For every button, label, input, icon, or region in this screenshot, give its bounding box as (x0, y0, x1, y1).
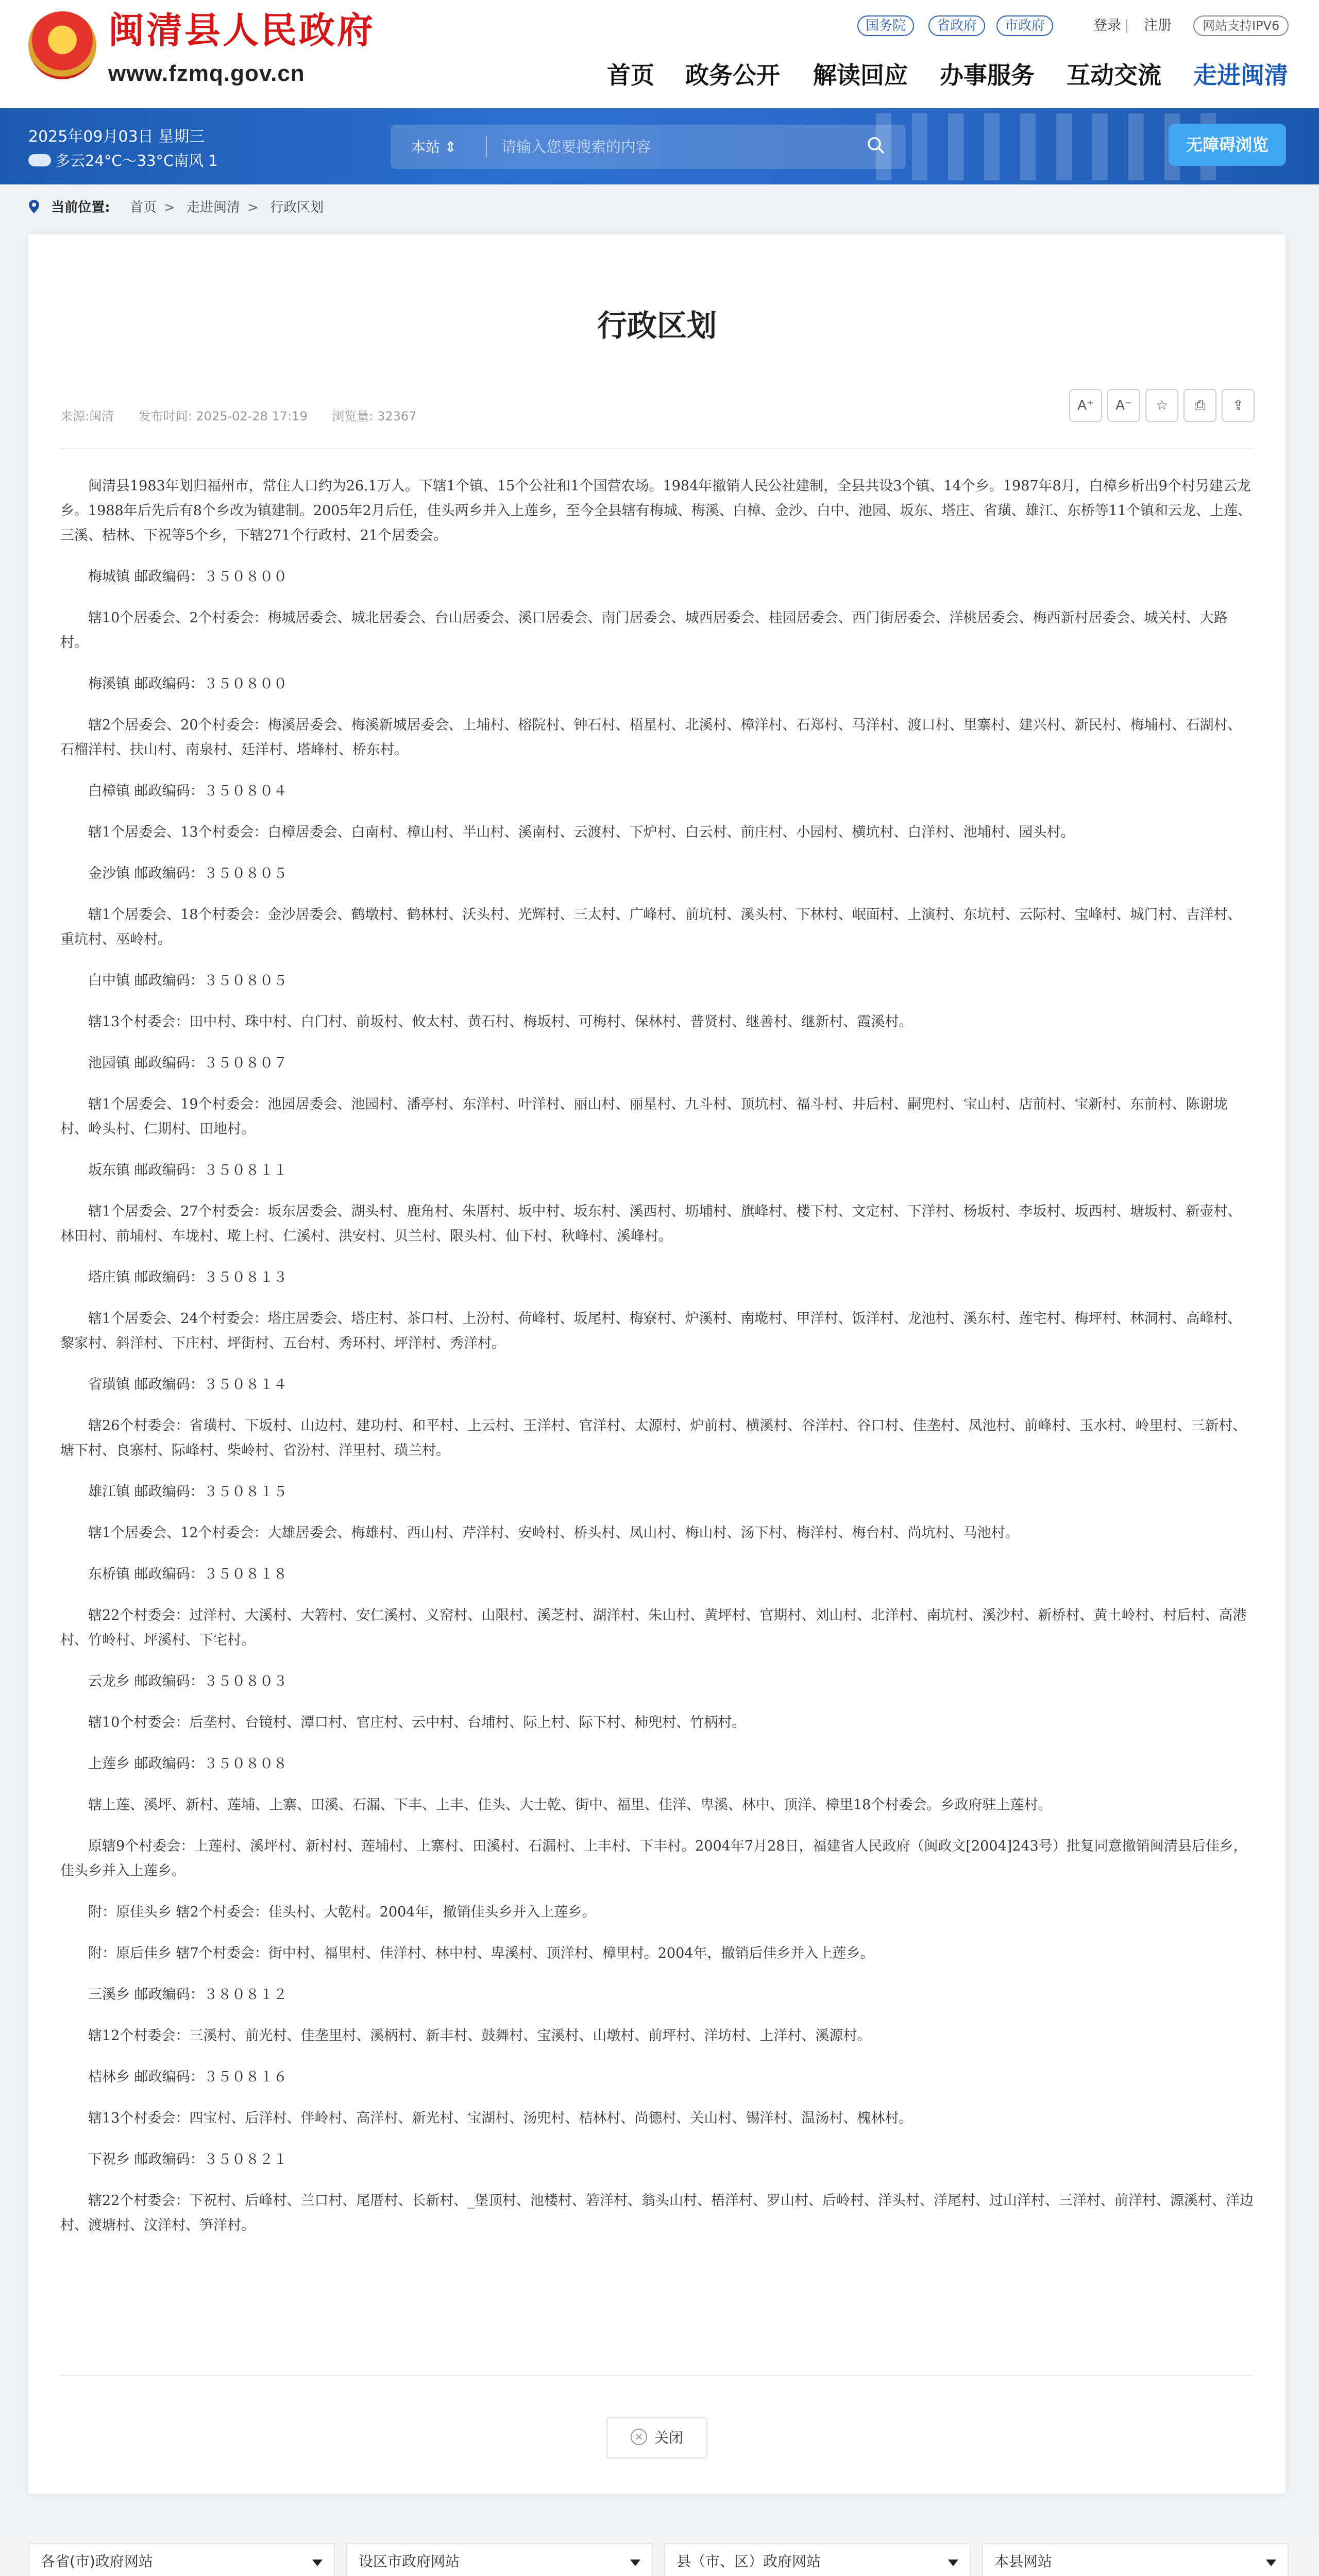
top-link-province[interactable]: 省政府 (928, 15, 985, 36)
caret-down-icon (948, 2560, 958, 2566)
select-county-sites[interactable]: 县（市、区）政府网站 (664, 2543, 971, 2576)
article-paragraph: 闽清县1983年划归福州市，常住人口约为26.1万人。下辖1个镇、15个公社和1个国营农场。1984年撤销人民公社建制，全县共设3个镇、14个乡。1987年8月，白樟乡析出9个村另建云龙乡。1988年后先后有8个乡改为镇建制。2005年2月后任，佳头两乡并入上莲乡，至今全县辖有梅城、梅溪、白樟、金沙、白中、池园、坂东、塔庄、省璜、雄江、东桥等11个镇和云龙、上莲、三溪、桔林、下祝等5个乡，下辖271个行政村、21个居委会。 (60, 478, 1252, 544)
article-paragraph: 辖2个居委会、20个村委会：梅溪居委会、梅溪新城居委会、上埔村、榕院村、钟石村、梧星村、北溪村、樟洋村、石郑村、马洋村、渡口村、里寨村、建兴村、新民村、梅埔村、石湖村、石榴洋村、扶山村、南泉村、廷洋村、塔峰村、桥东村。 (60, 717, 1242, 758)
article-paragraph: 云龙乡 邮政编码：３５０８０３ (88, 1673, 288, 1689)
site-header (0, 0, 1319, 108)
article-paragraph: 附：原佳头乡 辖2个村委会：佳头村、大乾村。2004年，撤销佳头乡并入上莲乡。 (88, 1904, 596, 1920)
article-paragraph: 三溪乡 邮政编码：３８０８１２ (88, 1987, 288, 2003)
article-paragraph: 下祝乡 邮政编码：３５０８２１ (88, 2151, 288, 2167)
article-paragraph: 梅城镇 邮政编码：３５０８００ (88, 569, 288, 585)
accessibility-button[interactable]: 无障碍浏览 (1169, 124, 1286, 166)
login-divider: | (1124, 18, 1129, 33)
search-box (391, 125, 906, 169)
article-paragraph: 辖1个居委会、27个村委会：坂东居委会、湖头村、鹿角村、朱厝村、坂中村、坂东村、溪西村、坜埔村、旗峰村、楼下村、文定村、下洋村、杨坂村、李坂村、坂西村、塘坂村、新壶村、林田村、前埔村、车垅村、墘上村、仁溪村、洪安村、贝兰村、限头村、仙下村、秋峰村、溪峰村。 (60, 1204, 1242, 1244)
weather-text: 多云24°C～33°C南风 1 (55, 152, 218, 170)
register-link[interactable]: 注册 (1144, 18, 1172, 33)
article-paragraph: 辖10个居委会、2个村委会：梅城居委会、城北居委会、台山居委会、溪口居委会、南门居委会、城西居委会、桂园居委会、西门街居委会、洋桃居委会、梅西新村居委会、城关村、大路村。 (60, 610, 1228, 651)
article-paragraph: 辖12个村委会：三溪村、前光村、佳垄里村、溪柄村、新丰村、鼓舞村、宝溪村、山墩村、前坪村、洋坊村、上洋村、溪源村。 (88, 2028, 871, 2044)
caret-down-icon (312, 2560, 323, 2566)
article-paragraph: 附：原后佳乡 辖7个村委会：街中村、福里村、佳洋村、林中村、卑溪村、顶洋村、樟里村。2004年，撤销后佳乡并入上莲乡。 (88, 1945, 874, 1961)
sort-arrows-icon: ⇕ (444, 139, 457, 156)
article-card (28, 234, 1286, 2494)
font-decrease-icon[interactable]: A⁻ (1107, 389, 1140, 422)
breadcrumb-about[interactable]: 走进闽清 (187, 200, 241, 215)
article-paragraph: 白中镇 邮政编码：３５０８０５ (88, 973, 288, 989)
search-input[interactable] (501, 132, 852, 162)
article-paragraph: 白樟镇 邮政编码：３５０８０４ (88, 783, 288, 799)
nav-interpretation[interactable]: 解读回应 (813, 61, 908, 89)
article-paragraph: 辖22个村委会：过洋村、大溪村、大箬村、安仁溪村、义窑村、山限村、溪芝村、湖洋村、朱山村、黄坪村、官期村、刘山村、北洋村、南坑村、溪沙村、新桥村、黄土岭村、村后村、高港村、竹岭村、坪溪村、下宅村。 (60, 1607, 1247, 1648)
article-paragraph: 梅溪镇 邮政编码：３５０８００ (88, 676, 288, 692)
article-title: 行政区划 (597, 308, 717, 343)
article-paragraph: 辖13个村委会：田中村、珠中村、白门村、前坂村、攸太村、黄石村、梅坂村、可梅村、保林村、普贤村、继善村、继新村、霞溪村。 (88, 1014, 913, 1030)
font-increase-icon[interactable]: A⁺ (1069, 389, 1102, 422)
select-province-sites[interactable]: 各省(市)政府网站 (28, 2543, 335, 2576)
article-paragraph: 东桥镇 邮政编码：３５０８１８ (88, 1566, 288, 1582)
divider (60, 2375, 1254, 2376)
article-paragraph: 上莲乡 邮政编码：３５０８０８ (88, 1756, 288, 1772)
national-emblem-icon: ★ (28, 11, 96, 79)
article-paragraph: 辖10个村委会：后垄村、台镜村、潭口村、官庄村、云中村、台埔村、际上村、际下村、柿兜村、竹柄村。 (88, 1715, 746, 1731)
article-paragraph: 辖上莲、溪坪、新村、莲埔、上寨、田溪、石漏、下丰、上丰、佳头、大士乾、街中、福里、佳洋、卑溪、林中、顶洋、樟里18个村委会。乡政府驻上莲村。 (88, 1797, 1052, 1813)
location-pin-icon (28, 199, 40, 214)
article-meta (60, 406, 437, 424)
select-local-sites[interactable]: 本县网站 (982, 2543, 1289, 2576)
favorite-icon[interactable]: ☆ (1145, 389, 1178, 422)
article-paragraph: 池园镇 邮政编码：３５０８０７ (88, 1055, 288, 1071)
article-paragraph: 省璜镇 邮政编码：３５０８１４ (88, 1377, 288, 1393)
article-source: 来源:闽清 (60, 409, 114, 423)
article-views: 浏览量: 32367 (332, 409, 417, 423)
article-content (60, 474, 1254, 2255)
article-paragraph: 塔庄镇 邮政编码：３５０８１３ (88, 1269, 288, 1285)
article-publish-time: 发布时间: 2025-02-28 17:19 (138, 409, 308, 423)
ipv6-badge: 网站支持IPV6 (1193, 15, 1289, 36)
cloud-icon (28, 154, 51, 166)
breadcrumb-label: 当前位置: (51, 200, 110, 215)
article-paragraph: 辖22个村委会：下祝村、后峰村、兰口村、尾厝村、长新村、_堡顶村、池楼村、箬洋村、翁头山村、梧洋村、罗山村、后岭村、洋头村、洋尾村、过山洋村、三洋村、前洋村、源溪村、洋边村、渡塘村、汶洋村、笋洋村。 (60, 2193, 1254, 2233)
nav-services[interactable]: 办事服务 (940, 61, 1035, 89)
article-paragraph: 辖13个村委会：四宝村、后洋村、伴岭村、高洋村、新光村、宝湖村、汤兜村、桔林村、尚德村、关山村、锡洋村、温汤村、槐林村。 (88, 2110, 913, 2126)
article-paragraph: 雄江镇 邮政编码：３５０８１５ (88, 1484, 288, 1500)
site-url: www.fzmq.gov.cn (108, 61, 305, 86)
close-icon: ✕ (631, 2429, 647, 2445)
caret-down-icon (1266, 2560, 1276, 2566)
article-paragraph: 原辖9个村委会：上莲村、溪坪村、新村村、莲埔村、上寨村、田溪村、石漏村、上丰村、下丰村。2004年7月28日，福建省人民政府（闽政文[2004]243号）批复同意撤销闽清县后佳乡，佳头乡并入上莲乡。 (60, 1838, 1247, 1879)
site-select-bar (0, 2536, 1319, 2576)
breadcrumb: 当前位置: 首页 > 走进闽清 > 行政区划 (28, 197, 324, 216)
top-link-state-council[interactable]: 国务院 (857, 15, 914, 36)
nav-interaction[interactable]: 互动交流 (1067, 61, 1161, 89)
close-button[interactable]: ✕ 关闭 (606, 2417, 707, 2459)
site-title[interactable]: 闽清县人民政府 (108, 9, 375, 52)
top-link-city[interactable]: 市政府 (996, 15, 1053, 36)
breadcrumb-current[interactable]: 行政区划 (270, 200, 324, 215)
share-icon[interactable]: ⇪ (1222, 389, 1255, 422)
article-paragraph: 桔林乡 邮政编码：３５０８１６ (88, 2069, 288, 2085)
article-paragraph: 辖26个村委会：省璜村、下坂村、山边村、建功村、和平村、上云村、王洋村、官洋村、太源村、炉前村、横溪村、谷洋村、谷口村、佳垄村、凤池村、前峰村、玉水村、岭里村、三新村、塘下村、良寨村、际峰村、柴岭村、省汾村、洋里村、璜兰村。 (60, 1418, 1247, 1459)
article-paragraph: 辖1个居委会、18个村委会：金沙居委会、鹤墩村、鹤林村、沃头村、光辉村、三太村、广峰村、前坑村、溪头村、下林村、岷面村、上演村、东坑村、云际村、宝峰村、城门村、吉洋村、重坑村、巫岭村。 (60, 907, 1242, 947)
select-city-sites[interactable]: 设区市政府网站 (346, 2543, 653, 2576)
print-icon[interactable]: ⎙ (1183, 389, 1216, 422)
breadcrumb-home[interactable]: 首页 (129, 200, 157, 215)
article-paragraph: 辖1个居委会、24个村委会：塔庄居委会、塔庄村、茶口村、上汾村、荷峰村、坂尾村、梅寮村、炉溪村、南墘村、甲洋村、饭洋村、龙池村、溪东村、莲宅村、梅坪村、林洞村、高峰村、黎家村、斜洋村、下庄村、坪街村、五台村、秀环村、坪洋村、秀洋村。 (60, 1311, 1242, 1351)
article-paragraph: 金沙镇 邮政编码：３５０８０５ (88, 866, 288, 882)
article-paragraph: 辖1个居委会、19个村委会：池园居委会、池园村、潘亭村、东洋村、叶洋村、丽山村、丽星村、九斗村、顶坑村、福斗村、井后村、嗣兜村、宝山村、店前村、宝新村、东前村、陈谢垅村、岭头村、仁期村、田地村。 (60, 1096, 1228, 1137)
login-link[interactable]: 登录 (1093, 18, 1121, 33)
divider (60, 448, 1254, 449)
article-paragraph: 辖1个居委会、12个村委会：大雄居委会、梅雄村、西山村、芹洋村、安岭村、桥头村、凤山村、梅山村、汤下村、梅洋村、梅台村、尚坑村、马池村。 (88, 1525, 1019, 1541)
article-paragraph: 坂东镇 邮政编码：３５０８１１ (88, 1162, 288, 1178)
nav-about-minqing[interactable]: 走进闽清 (1193, 61, 1288, 89)
search-icon[interactable] (866, 135, 886, 156)
search-scope-select[interactable]: 本站 ⇕ (411, 139, 457, 156)
nav-gov-affairs[interactable]: 政务公开 (685, 61, 780, 89)
current-date: 2025年09月03日 星期三 (28, 128, 205, 146)
weather (28, 149, 218, 171)
article-paragraph: 辖1个居委会、13个村委会：白樟居委会、白南村、樟山村、半山村、溪南村、云渡村、下炉村、白云村、前庄村、小园村、横坑村、白洋村、池埔村、园头村。 (88, 824, 1075, 840)
nav-home[interactable]: 首页 (607, 61, 654, 89)
caret-down-icon (630, 2560, 640, 2566)
